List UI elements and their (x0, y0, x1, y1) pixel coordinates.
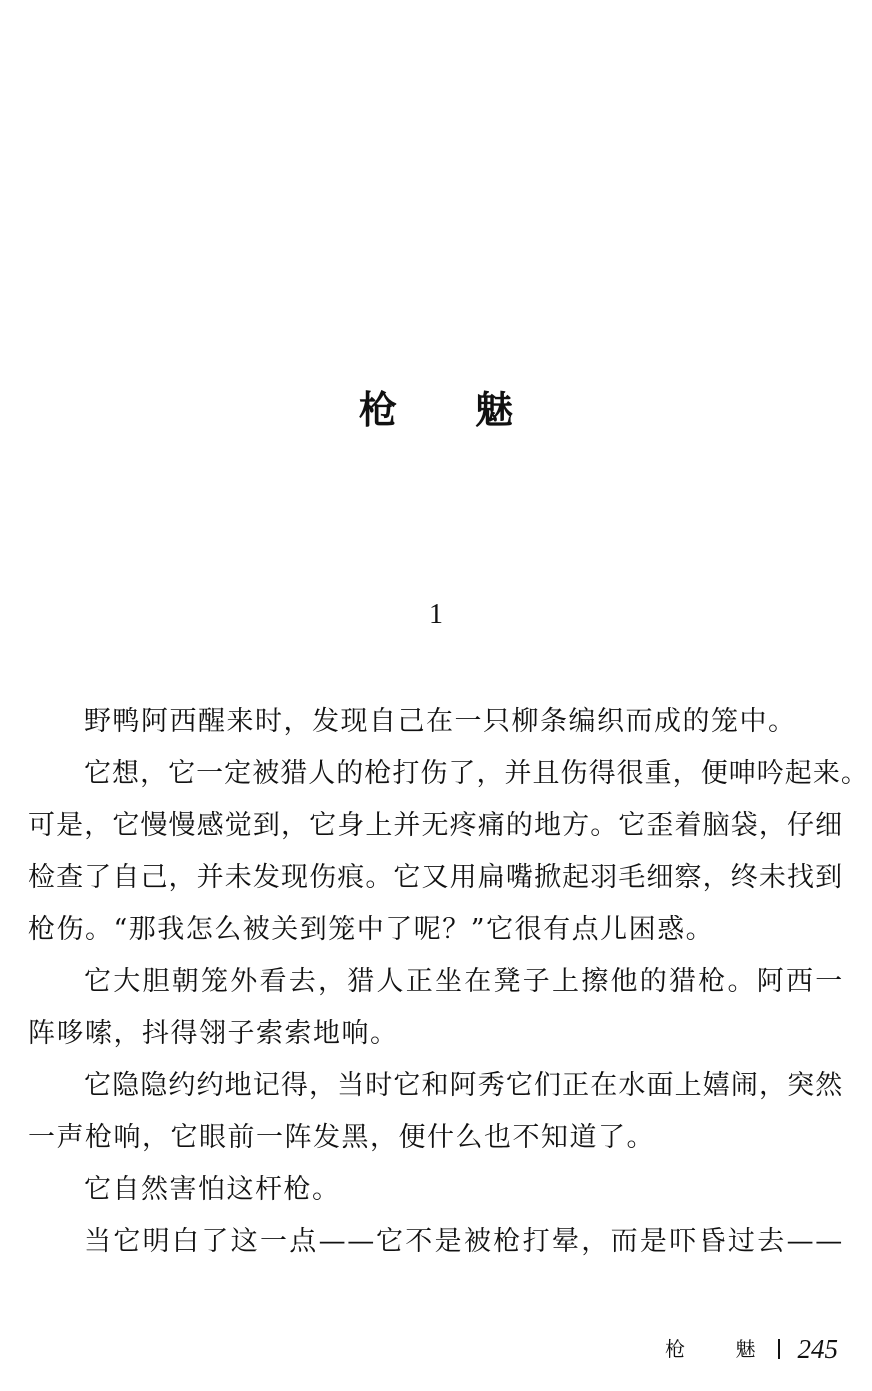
text-line: 野鸭阿西醒来时，发现自己在一只柳条编织而成的笼中。 (84, 706, 797, 737)
text-line: 它自然害怕这杆枪。 (84, 1174, 341, 1205)
text-line: 它 隐 隐 约 约 地 记 得 ， 当 时 它 和 阿 秀 它 们 正 在 水 面 上 嬉 闹 ， 突 然 (84, 1070, 843, 1101)
chapter-title-char-2: 魅 (475, 388, 514, 432)
page-number: 245 (797, 1334, 838, 1364)
text-line: 阵哆嗦，抖得翎子索索地响。 (28, 1018, 399, 1049)
text-line: 当 它 明 白 了 这 一 点 — — 它 不 是 被 枪 打 晕 ， 而 是 吓 昏 过 去 — — (84, 1226, 843, 1257)
section-number: 1 (429, 599, 443, 630)
text-line: 检 查 了 自 己 ， 并 未 发 现 伤 痕 。 它 又 用 扁 嘴 掀 起 羽 毛 细 察 ， 终 未 找 到 (28, 862, 843, 893)
chapter-title-char-1: 枪 (358, 388, 397, 432)
text-line: 可 是 ， 它 慢 慢 感 觉 到 ， 它 身 上 并 无 疼 痛 的 地 方 。 它 歪 着 脑 袋 ， 仔 细 (28, 810, 843, 841)
chapter-title (0, 388, 872, 432)
page-footer (665, 1334, 838, 1364)
text-line: 它 想 ， 它 一 定 被 猎 人 的 枪 打 伤 了 ， 并 且 伤 得 很 重 ， 便 呻 吟 起 来 。 (84, 758, 868, 789)
footer-divider (778, 1339, 780, 1359)
text-line: 一声枪响，它眼前一阵发黑，便什么也不知道了。 (28, 1122, 655, 1153)
running-head: 枪 魅 (665, 1337, 778, 1361)
text-line: 枪伤。“那我怎么被关到笼中了呢？”它很有点儿困惑。 (28, 914, 715, 945)
text-line: 它 大 胆 朝 笼 外 看 去 ， 猎 人 正 坐 在 凳 子 上 擦 他 的 猎 枪 。 阿 西 一 (84, 966, 843, 997)
